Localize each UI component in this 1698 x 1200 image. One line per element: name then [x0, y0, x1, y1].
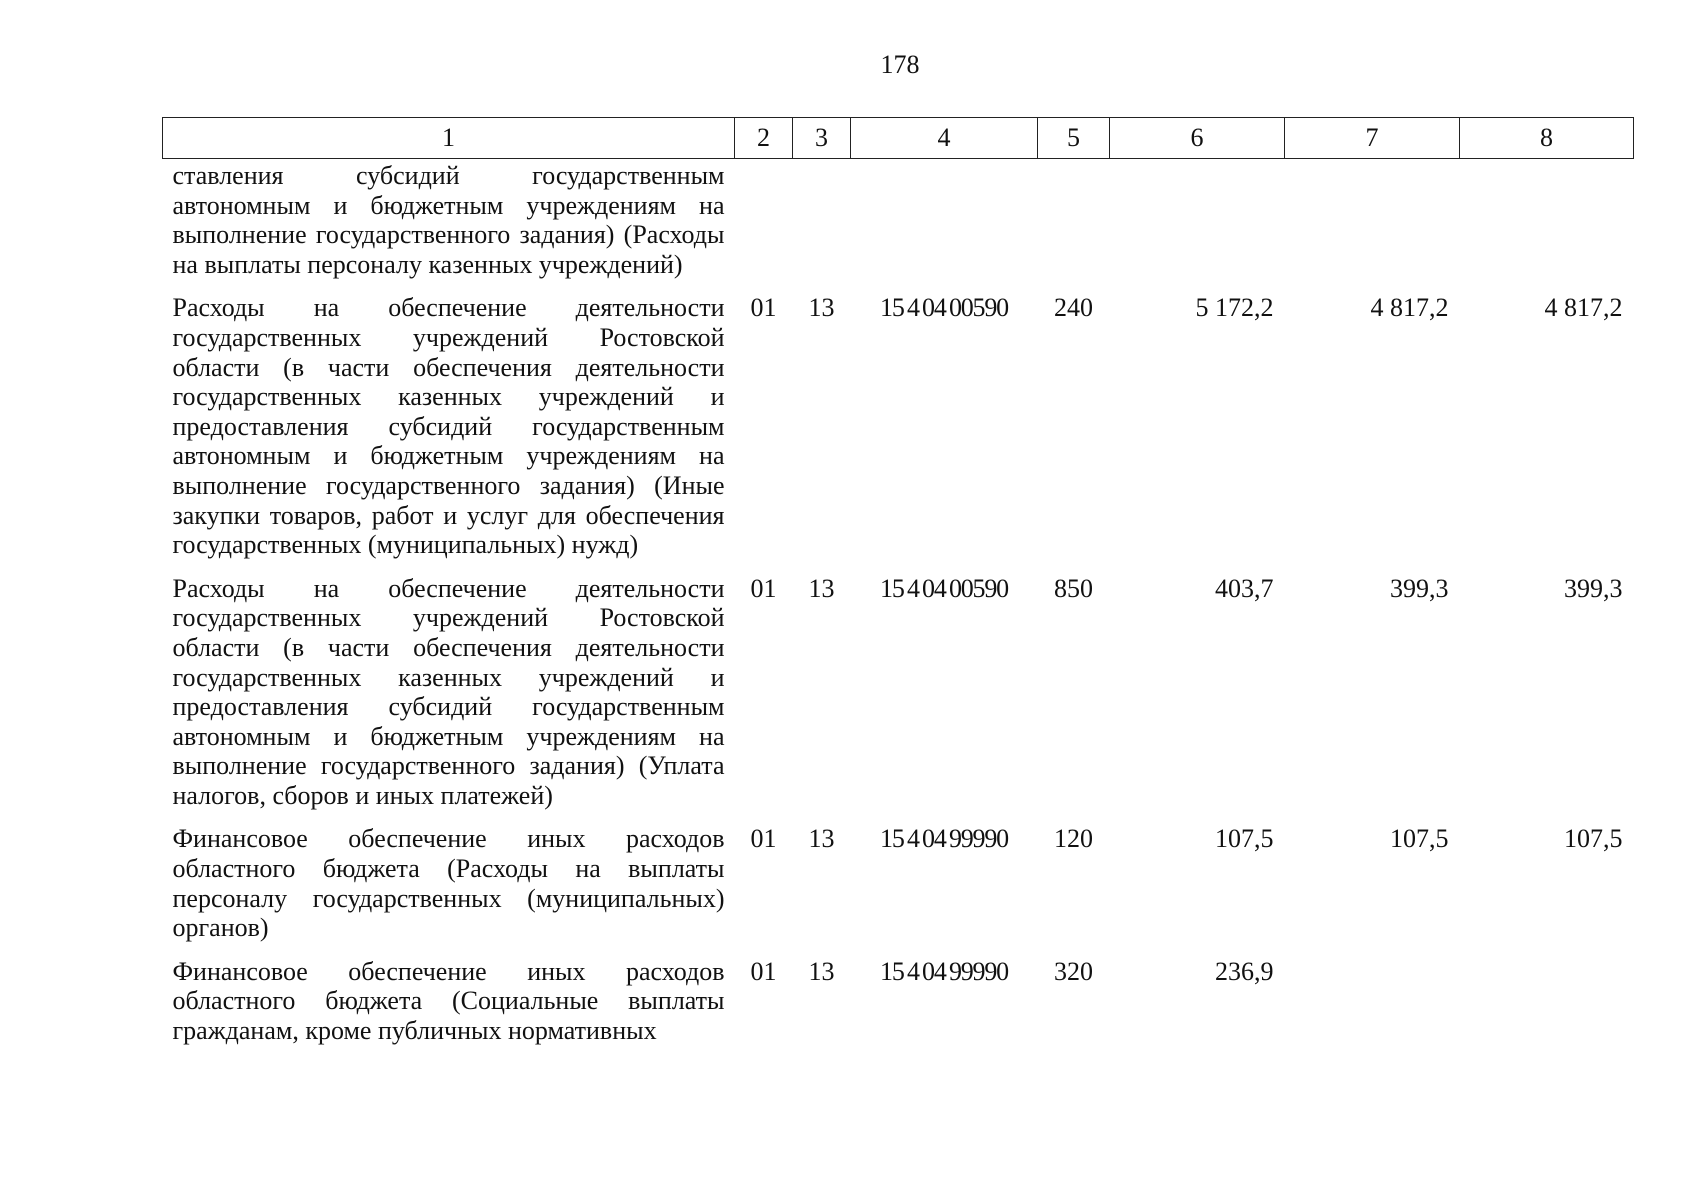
- table-row: [163, 560, 1634, 811]
- row-expense-type: 850: [1054, 573, 1093, 603]
- table-row: [163, 279, 1634, 559]
- header-col-2: 2: [735, 118, 793, 159]
- row-amount-col7: 399,3: [1390, 573, 1449, 603]
- row-subsection: 13: [808, 956, 835, 986]
- row-description: Расходы на обеспечение деятельности государственных учреждений Ростовской области (в части обеспечения деятельности государственных казенных учреждений и предоставления субсидий государственным автономным и бюджетным учреждениям на выполнение государственного задания) (Уплата налогов, сборов и иных платежей): [172, 573, 725, 810]
- row-target-code: 15 4 04 99990: [880, 956, 1008, 986]
- row-subsection: 13: [808, 824, 835, 854]
- row-target-code: 15 4 04 00590: [880, 573, 1008, 603]
- row-expense-type: 320: [1054, 956, 1093, 986]
- row-amount-col7: 107,5: [1390, 824, 1449, 854]
- row-subsection: [793, 159, 851, 280]
- row-amount-col6: 5 172,2: [1195, 293, 1274, 323]
- row-section: 01: [750, 824, 777, 854]
- row-amount-col8: 4 817,2: [1544, 293, 1623, 323]
- header-col-6: 6: [1110, 118, 1285, 159]
- row-section: 01: [750, 573, 777, 603]
- header-col-1: 1: [163, 118, 735, 159]
- row-description: Расходы на обеспечение деятельности государственных учреждений Ростовской области (в части обеспечения деятельности государственных казенных учреждений и предоставления субсидий государственным автономным и бюджетным учреждениям на выполнение государственного задания) (Иные закупки товаров, работ и услуг для обеспечения государственных (муниципальных) нужд): [172, 293, 725, 560]
- row-description: ставления субсидий государственным автономным и бюджетным учреждениям на выполнение государственного задания) (Расходы на выплаты персоналу казенных учреждений): [172, 161, 725, 279]
- row-target-code: 15 4 04 99990: [880, 824, 1008, 854]
- row-amount-col6: 236,9: [1215, 956, 1274, 986]
- row-subsection: 13: [808, 573, 835, 603]
- row-target-code: [851, 159, 1038, 280]
- page-number: 178: [880, 50, 920, 79]
- row-amount-col7: [1285, 943, 1460, 1046]
- row-section: [735, 159, 793, 280]
- header-col-7: 7: [1285, 118, 1460, 159]
- row-amount-col8: [1460, 943, 1634, 1046]
- row-amount-col6: [1110, 159, 1285, 280]
- row-expense-type: 240: [1054, 293, 1093, 323]
- row-subsection: 13: [808, 293, 835, 323]
- header-col-5: 5: [1038, 118, 1110, 159]
- header-row: [163, 118, 1634, 159]
- row-amount-col6: 403,7: [1215, 573, 1274, 603]
- row-section: 01: [750, 293, 777, 323]
- row-amount-col8: [1460, 159, 1634, 280]
- row-target-code: 15 4 04 00590: [880, 293, 1008, 323]
- row-description: Финансовое обеспечение иных расходов областного бюджета (Расходы на выплаты персоналу государственных (муниципальных) органов): [172, 824, 725, 943]
- table-row: [163, 943, 1634, 1046]
- header-col-3: 3: [793, 118, 851, 159]
- row-amount-col7: 4 817,2: [1370, 293, 1449, 323]
- row-amount-col7: [1285, 159, 1460, 280]
- budget-table: [162, 117, 1634, 1046]
- row-expense-type: [1038, 159, 1110, 280]
- row-amount-col8: 107,5: [1564, 824, 1623, 854]
- row-section: 01: [750, 956, 777, 986]
- row-expense-type: 120: [1054, 824, 1093, 854]
- row-amount-col6: 107,5: [1215, 824, 1274, 854]
- table-row: [163, 810, 1634, 942]
- table-row: [163, 159, 1634, 280]
- row-amount-col8: 399,3: [1564, 573, 1623, 603]
- header-col-4: 4: [851, 118, 1038, 159]
- row-description: Финансовое обеспечение иных расходов областного бюджета (Социальные выплаты гражданам, кроме публичных нормативных: [172, 956, 725, 1046]
- header-col-8: 8: [1460, 118, 1634, 159]
